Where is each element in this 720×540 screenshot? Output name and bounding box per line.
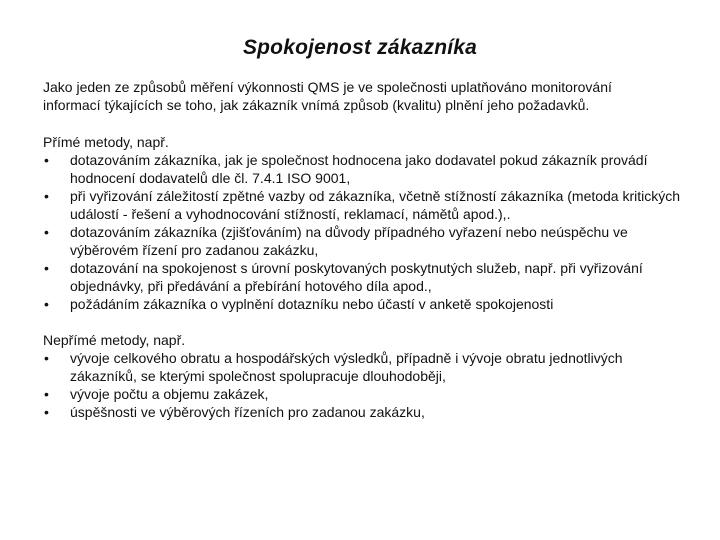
- list-item: [43, 295, 693, 313]
- bullet-icon: •: [44, 350, 49, 366]
- list-item-text: dotazováním zákazníka (zjišťováním) na důvody případného vyřazení nebo neúspěchu ve výběrovém řízení pro zadanou zakázku,: [70, 224, 628, 258]
- list-item-text: požádáním zákazníka o vyplnění dotazníku nebo účastí v anketě spokojenosti: [70, 296, 554, 312]
- slide-content: [43, 78, 693, 439]
- bullet-icon: •: [44, 386, 49, 402]
- list-item: [43, 349, 693, 385]
- slide-title: Spokojenost zákazníka: [242, 36, 478, 59]
- list-item: [43, 223, 693, 259]
- intro-paragraph: Jako jeden ze způsobů měření výkonnosti QMS je ve společnosti uplatňováno monitorování informací týkajících se toho, jak zákazník vnímá způsob (kvalitu) plnění jeho požadavků.: [43, 79, 612, 113]
- bullet-icon: •: [44, 188, 49, 204]
- bullet-icon: •: [44, 296, 49, 312]
- list-item-text: vývoje počtu a objemu zakázek,: [70, 386, 269, 402]
- list-item-text: dotazování na spokojenost s úrovní poskytovaných poskytnutých služeb, např. při vyřizování objednávky, při předávání a přebírání hotového díla apod.,: [70, 260, 643, 294]
- list-item: [43, 259, 693, 295]
- list-item: [43, 403, 693, 421]
- bullet-icon: •: [44, 224, 49, 240]
- list-item-text: úspěšnosti ve výběrových řízeních pro zadanou zakázku,: [70, 404, 425, 420]
- list-item-text: vývoje celkového obratu a hospodářských výsledků, případně i vývoje obratu jednotlivých zákazníků, se kterými společnost spolupracuje dlouhodoběji,: [70, 350, 623, 384]
- bullet-icon: •: [44, 152, 49, 168]
- list-item-text: při vyřizování záležitostí zpětné vazby od zákazníka, včetně stížností zákazníka (metoda kritických událostí - řešení a vyhodnocování stížností, reklamací, námětů apod.),.: [70, 188, 681, 222]
- direct-methods-heading: Přímé metody, např.: [43, 134, 169, 150]
- list-item-text: dotazováním zákazníka, jak je společnost hodnocena jako dodavatel pokud zákazník provádí hodnocení dodavatelů dle čl. 7.4.1 ISO 9001,: [70, 152, 648, 186]
- direct-methods-list: [43, 151, 693, 313]
- list-item: [43, 151, 693, 187]
- indirect-methods-list: [43, 349, 693, 421]
- list-item: [43, 187, 693, 223]
- list-item: [43, 385, 693, 403]
- bullet-icon: •: [44, 260, 49, 276]
- indirect-methods-heading: Nepřímé metody, např.: [43, 332, 186, 348]
- bullet-icon: •: [44, 404, 49, 420]
